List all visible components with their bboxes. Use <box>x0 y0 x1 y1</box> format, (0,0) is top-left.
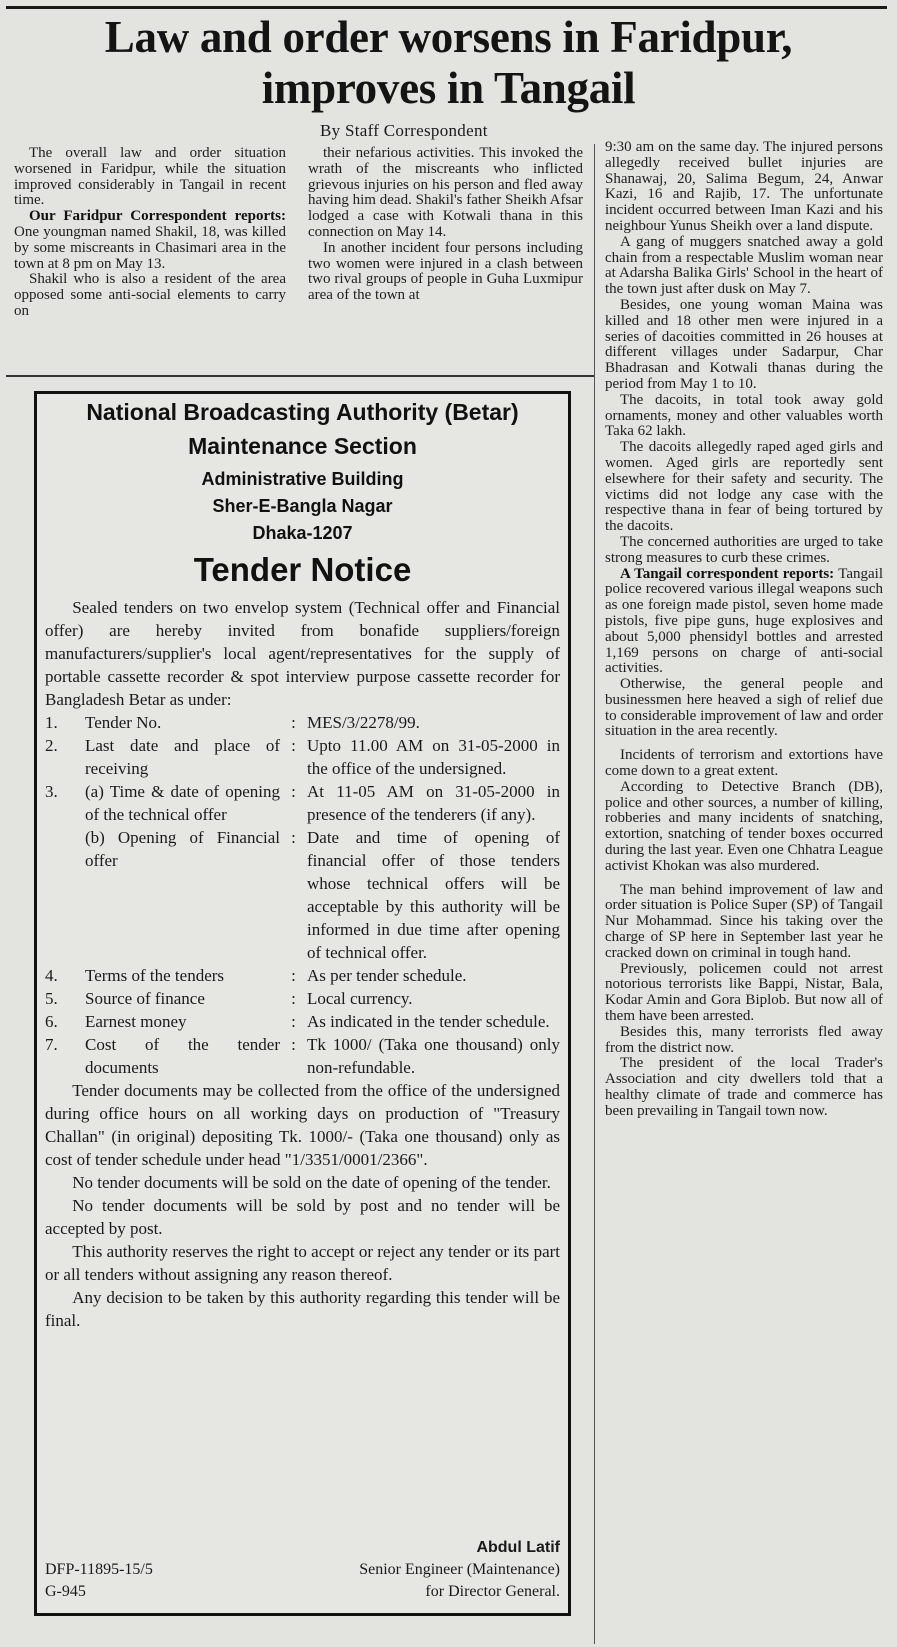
paragraph-text: Otherwise, the general people and businessmen here heaved a sigh of relief due to considerable improvement of law and order situation in the area recently. <box>605 676 883 740</box>
tender-item-colon: : <box>291 989 296 1008</box>
article-paragraph <box>605 677 883 740</box>
tender-item <box>45 826 560 964</box>
tender-item-num: 1. <box>45 713 58 732</box>
paragraph-text: Shakil who is also a resident of the area opposed some anti-social elements to carry on <box>14 271 286 319</box>
tender-item-colon: : <box>291 828 296 847</box>
article-paragraph <box>605 883 883 962</box>
article-column-3 <box>605 140 883 1645</box>
tender-item-label: Tender No. <box>85 713 162 732</box>
tender-item-num: 6. <box>45 1012 58 1031</box>
article-paragraph <box>605 748 883 780</box>
tender-item-label: Cost of the tender documents <box>85 1035 280 1077</box>
headline-line-1: Law and order worsens in Faridpur, <box>104 12 793 62</box>
tender-item <box>45 987 560 1010</box>
article-paragraph <box>605 1056 883 1119</box>
paragraph-text: their nefarious activities. This invoked the wrath of the miscreants who inflicted grievous injuries on his person and fled away having him dead. Shakil's father Sheikh Afsar lodged a case with Kotwali thana in this connection on May 14. <box>308 146 583 240</box>
tender-item-colon: : <box>291 713 296 732</box>
signer-title: Senior Engineer (Maintenance) <box>359 1561 560 1578</box>
byline: By Staff Correspondent <box>320 121 488 140</box>
article-paragraph <box>14 146 286 209</box>
article-paragraph <box>605 298 883 393</box>
tender-item-num: 7. <box>45 1035 58 1054</box>
paragraph-text: One youngman named Shakil, 18, was killed by some miscreants in Chasimari area in the town at 8 pm on May 13. <box>14 223 286 272</box>
paragraph-text: A gang of muggers snatched away a gold chain from a respectable Muslim woman near at Adarsha Balika Girls' School in the heart of the town just after dusk on May 7. <box>605 233 883 298</box>
article-paragraph <box>14 272 286 319</box>
tender-item-label: Source of finance <box>85 989 205 1008</box>
tender-items-list <box>45 711 560 1079</box>
article-paragraph <box>605 962 883 1025</box>
tender-address-line-2: Sher-E-Bangla Nagar <box>212 496 393 516</box>
tender-organization: National Broadcasting Authority (Betar) <box>86 399 519 425</box>
tender-item <box>45 711 560 734</box>
headline-line-2: improves in Tangail <box>261 63 636 113</box>
tender-paragraph: Any decision to be taken by this authority regarding this tender will be final. <box>45 1288 560 1330</box>
tender-item-value: Date and time of opening of financial offer of those tenders whose technical offers will be acceptable by this authority will be informed in due time after opening of technical offer. <box>307 828 560 962</box>
paragraph-text: In another incident four persons including two women were injured in a clash between two rival groups of people in Guha Luxmipur area of the town at <box>308 239 583 304</box>
paragraph-text: The overall law and order situation worsened in Faridpur, while the situation improved considerably in Tangail in recent time. <box>14 146 286 209</box>
tender-address-line-1: Administrative Building <box>201 469 404 489</box>
article-column-2 <box>308 146 583 364</box>
tender-references <box>45 1559 153 1603</box>
tender-item <box>45 1010 560 1033</box>
article-paragraph <box>605 440 883 535</box>
tender-title: Tender Notice <box>193 551 412 588</box>
tender-notice-box <box>34 391 571 1616</box>
tender-item-value: As indicated in the tender schedule. <box>307 1012 550 1031</box>
paragraph-lead: A Tangail correspondent reports: <box>620 565 835 582</box>
tender-paragraph: No tender documents will be sold on the date of opening of the tender. <box>72 1173 551 1192</box>
tender-item-value: Local currency. <box>307 989 413 1008</box>
paragraph-text: The man behind improvement of law and order situation is Police Super (SP) of Tangail Nur Mohammad. Since his taking over the charge of SP here in September last year he cracked down on criminal in tough hand. <box>605 881 883 961</box>
tender-body <box>45 596 560 1332</box>
tender-item-label: (b) Opening of Financial offer <box>85 828 280 870</box>
paragraph-text: Incidents of terrorism and extortions have come down to a great extent. <box>605 747 883 780</box>
tender-item-colon: : <box>291 736 296 755</box>
tender-item-label: (a) Time & date of opening of the technical offer <box>85 782 280 824</box>
tender-item-value: MES/3/2278/99. <box>307 713 420 732</box>
tender-item <box>45 780 560 826</box>
section-divider <box>6 375 594 377</box>
article-paragraph <box>605 235 883 298</box>
tender-item-colon: : <box>291 966 296 985</box>
paragraph-text: Previously, policemen could not arrest notorious terrorists like Bappi, Nistar, Bala, Kodar Amin and Gora Biplob. But now all of them have been arrested. <box>605 960 883 1025</box>
tender-item <box>45 734 560 780</box>
article-paragraph <box>308 146 583 241</box>
paragraph-text: 9:30 am on the same day. The injured persons allegedly received bullet injuries are Shanawaj, 20, Salima Begum, 24, Anwar Kazi, 16 and Rajib, 17. The unfortunate incident occurred between Iman Kazi and his neighbour Yunus Sheikh over a land dispute. <box>605 140 883 234</box>
tender-paragraphs <box>45 1079 560 1332</box>
article-paragraph <box>605 1025 883 1057</box>
tender-item-colon: : <box>291 782 296 801</box>
paragraph-text: According to Detective Branch (DB), police and other sources, a number of killing, robberies and many incidents of snatching, extortion, snatching of tender boxes occurred during the last year. Even one Chhatra League activist Khokan was also murdered. <box>605 778 883 874</box>
column-divider <box>594 144 595 1644</box>
paragraph-lead: Our Faridpur Correspondent reports: <box>29 208 286 225</box>
headline <box>0 12 897 114</box>
article-paragraph <box>605 780 883 875</box>
tender-item-value: At 11-05 AM on 31-05-2000 in presence of the tenderers (if any). <box>307 782 560 824</box>
signer-name: Abdul Latif <box>476 1539 560 1556</box>
tender-item-num <box>45 826 85 964</box>
tender-item-num: 4. <box>45 966 58 985</box>
tender-item-label: Terms of the tenders <box>85 966 225 985</box>
paragraph-text: The concerned authorities are urged to take strong measures to curb these crimes. <box>605 533 883 566</box>
tender-paragraph: Tender documents may be collected from the office of the undersigned during office hours on all working days on production of "Treasury Challan" (in original) depositing Tk. 1000/- (Taka one thousand) only as cost of tender schedule under head "1/3351/0001/2366". <box>45 1081 560 1169</box>
paragraph-text: Besides this, many terrorists fled away from the district now. <box>605 1023 883 1056</box>
tender-item-value: As per tender schedule. <box>307 966 467 985</box>
signer-for: for Director General. <box>425 1583 560 1600</box>
paragraph-text: The president of the local Trader's Association and city dwellers told that a healthy climate of trade and commerce has been prevailing in Tangail town now. <box>605 1055 883 1119</box>
tender-intro: Sealed tenders on two envelop system (Technical offer and Financial offer) are hereby invited from bonafide suppliers/foreign manufacturers/supplier's local agent/representatives for the supply of portable cassette recorder & spot interview purpose cassette recorder for Bangladesh Betar as under: <box>45 598 560 709</box>
tender-item-value: Tk 1000/ (Taka one thousand) only non-refundable. <box>307 1035 560 1077</box>
tender-item-colon: : <box>291 1035 296 1054</box>
tender-signature <box>359 1537 560 1603</box>
paragraph-text: The dacoits allegedly raped aged girls and women. Aged girls are reportedly sent elsewhere for their safety and security. The victims did not lodge any case with the respective thana in fear of being tortured by the dacoits. <box>605 439 883 535</box>
paragraph-text: Besides, one young woman Maina was killed and 18 other men were injured in a series of dacoities committed in 26 houses at different villages under Sadarpur, Char Bhadrasan and Kotwali thanas during the period from May 1 to 10. <box>605 296 883 392</box>
tender-ref-1: DFP-11895-15/5 <box>45 1561 153 1578</box>
tender-item <box>45 1033 560 1079</box>
tender-paragraph: This authority reserves the right to accept or reject any tender or its part or all tenders without assigning any reason thereof. <box>45 1242 560 1284</box>
article-column-1 <box>14 146 286 364</box>
tender-item-num: 5. <box>45 989 58 1008</box>
tender-item-label: Last date and place of receiving <box>85 736 280 778</box>
tender-item-colon: : <box>291 1012 296 1031</box>
tender-ref-2: G-945 <box>45 1583 86 1600</box>
paragraph-text: Tangail police recovered various illegal weapons such as one foreign made pistol, seven home made pistols, five pipe guns, huge explosives and about 5,000 phensidyl bottles and arrested 1,169 persons on charge of anti-social activities. <box>605 565 883 677</box>
tender-paragraph: No tender documents will be sold by post and no tender will be accepted by post. <box>45 1196 560 1238</box>
paragraph-text: The dacoits, in total took away gold ornaments, money and other valuables worth Taka 62 lakh. <box>605 391 883 440</box>
article-paragraph <box>605 567 883 678</box>
tender-item-label: Earnest money <box>85 1012 187 1031</box>
article-paragraph <box>14 209 286 272</box>
tender-section: Maintenance Section <box>188 433 417 459</box>
tender-item-num: 2. <box>45 736 58 755</box>
top-rule <box>6 6 887 9</box>
article-paragraph <box>605 393 883 440</box>
article-paragraph <box>605 535 883 567</box>
tender-item-value: Upto 11.00 AM on 31-05-2000 in the office of the undersigned. <box>307 736 560 778</box>
article-paragraph <box>308 241 583 304</box>
article-paragraph <box>605 140 883 235</box>
tender-item <box>45 964 560 987</box>
tender-item-num: 3. <box>45 782 58 801</box>
tender-address-line-3: Dhaka-1207 <box>252 523 353 543</box>
